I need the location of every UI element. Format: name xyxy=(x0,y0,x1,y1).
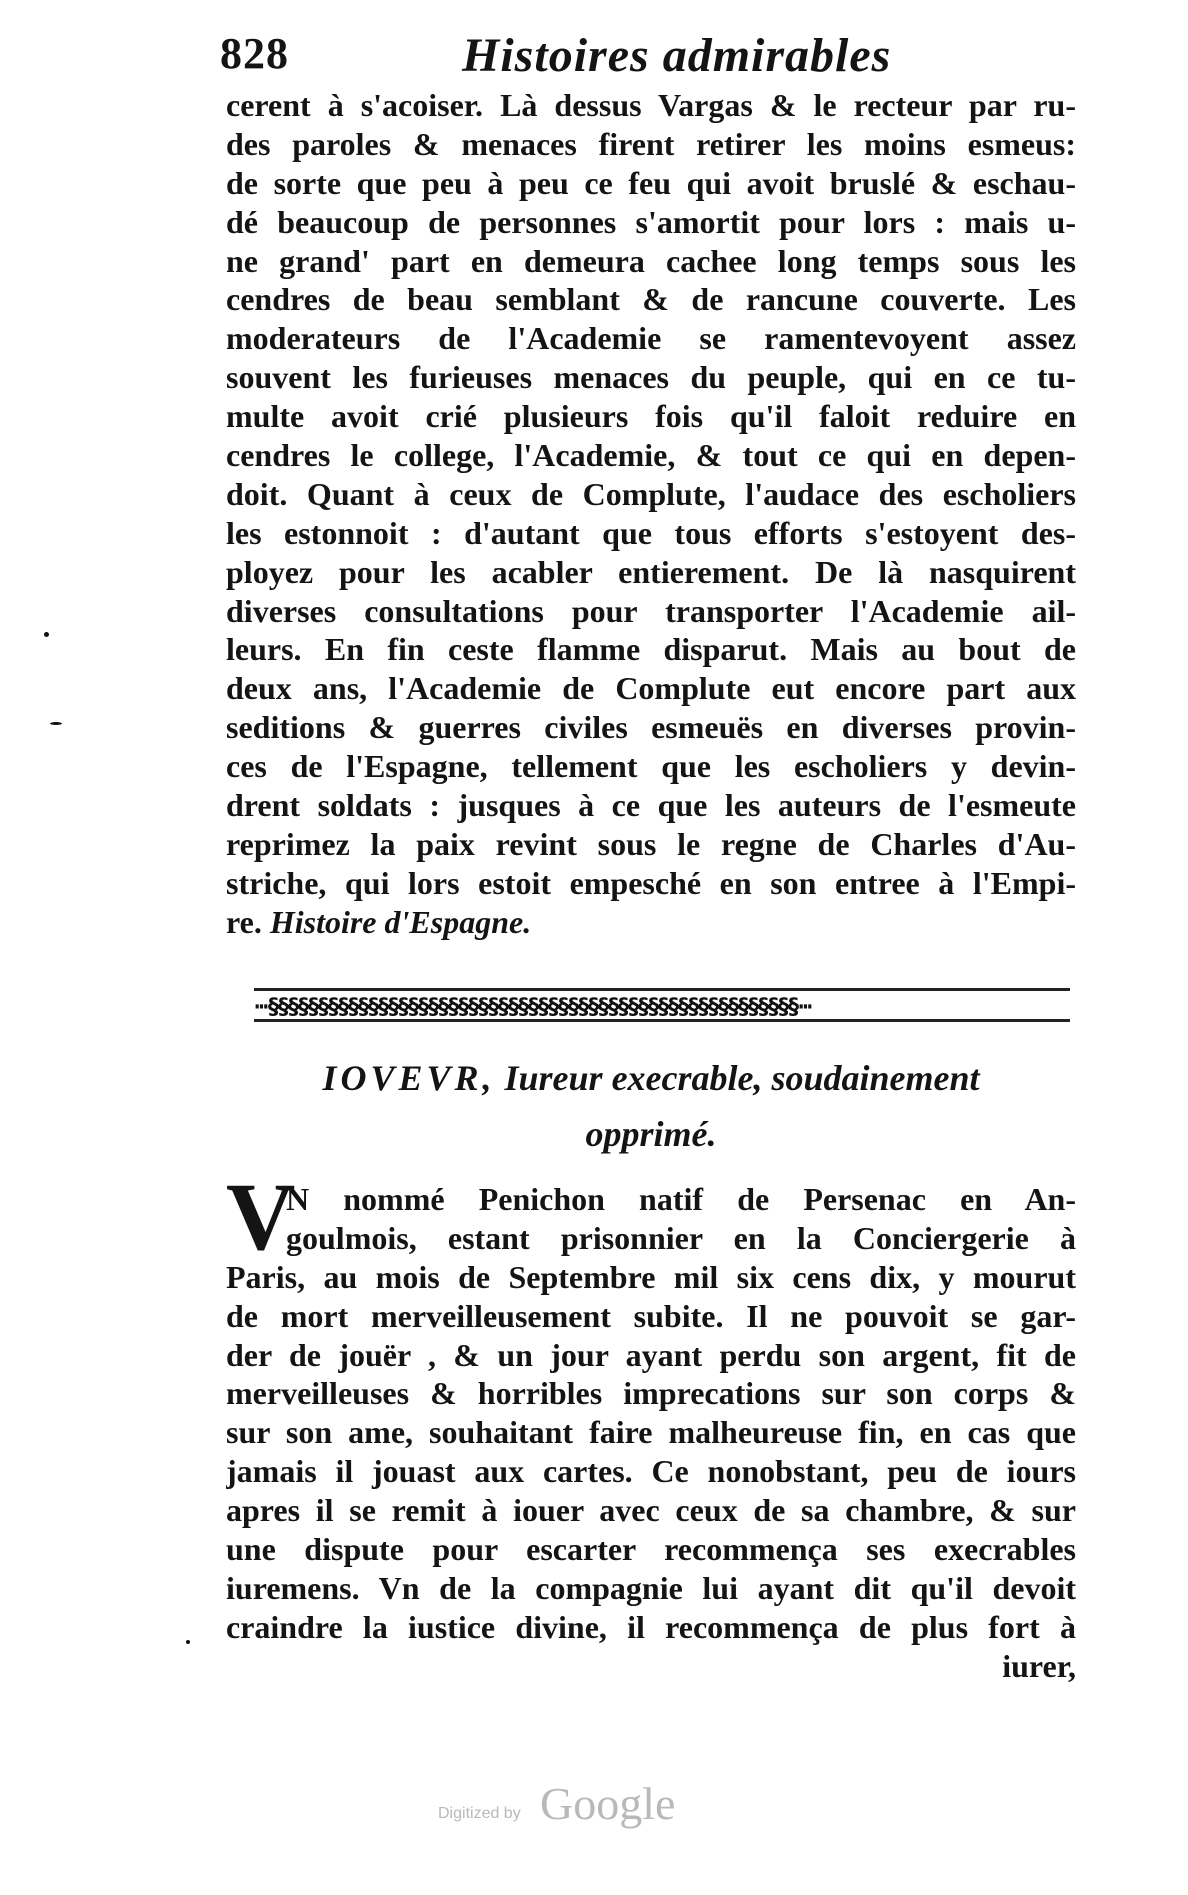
text-line: cerent à s'acoiser. Là dessus Vargas & le recteur par ru- xyxy=(226,87,1076,123)
text-line: de sorte que peu à peu ce feu qui avoit bruslé & eschau- xyxy=(226,164,1076,201)
page-header xyxy=(220,28,1080,88)
text-line: dé beaucoup de personnes s'amortit pour lors : mais u- xyxy=(226,203,1076,240)
text-line: apres il se remit à iouer avec ceux de sa chambre, & sur xyxy=(226,1492,1076,1529)
text-line: moderateurs de l'Academie se ramentevoyent assez xyxy=(226,320,1076,357)
text-line: craindre la iustice divine, il recommença de plus fort à xyxy=(226,1608,1076,1645)
text-line: souvent les furieuses menaces du peuple, qui en ce tu- xyxy=(226,359,1076,396)
heading-line2: opprimé. xyxy=(585,1114,717,1154)
text-line: goulmois, estant prisonnier en la Conciergerie à xyxy=(286,1219,1076,1256)
source-citation: Histoire d'Espagne. xyxy=(269,903,532,940)
text-line: multe avoit crié plusieurs fois qu'il faloit reduire en xyxy=(226,398,1076,435)
text-line: striche, qui lors estoit empesché en son entree à l'Empi- xyxy=(226,864,1076,901)
text-line: les estonnoit : d'autant que tous efforts s'estoyent des- xyxy=(226,514,1076,551)
ink-speck xyxy=(44,632,49,637)
text-line: cendres le college, l'Academie, & tout ce qui en depen- xyxy=(226,437,1076,474)
ink-speck xyxy=(186,1640,190,1644)
ornamental-divider: ⵈ§§§§§§§§§§§§§§§§§§§§§§§§§§§§§§§§§§§§§§§§§§§§§§§§§§§§§ⵈ xyxy=(254,988,1070,1022)
text-line: der de jouër , & un jour ayant perdu son argent, fit de xyxy=(226,1336,1076,1373)
text-line: diverses consultations pour transporter l'Academie ail- xyxy=(226,592,1076,629)
text-block-lower xyxy=(226,1180,1076,1686)
text-line: des paroles & menaces firent retirer les moins esmeus: xyxy=(226,125,1076,162)
text-line: de mort merveilleusement subite. Il ne pouvoit se gar- xyxy=(226,1297,1076,1334)
heading-line1: Iureur execrable, soudainement xyxy=(504,1058,980,1098)
text-line: sur son ame, souhaitant faire malheureuse fin, en cas que xyxy=(226,1414,1076,1451)
digitization-watermark xyxy=(430,1775,760,1835)
text-line: jamais il jouast aux cartes. Ce nonobstant, peu de iours xyxy=(226,1453,1076,1490)
text-line: une dispute pour escarter recommença ses execrables xyxy=(226,1531,1076,1568)
text-line: doit. Quant à ceux de Complute, l'audace des escholiers xyxy=(226,475,1076,512)
drop-cap: V xyxy=(226,1163,296,1270)
watermark-digitized-label: Digitized by xyxy=(438,1805,521,1822)
ink-speck xyxy=(50,722,62,725)
text-line: deux ans, l'Academie de Complute eut encore part aux xyxy=(226,670,1076,707)
text-line: Paris, au mois de Septembre mil six cens dix, y mourut xyxy=(226,1258,1076,1295)
heading-keyword: IOVEVR, xyxy=(322,1058,496,1098)
text-line: N nommé Penichon natif de Persenac en An- xyxy=(286,1181,1076,1217)
text-block-upper xyxy=(226,86,1076,942)
page-number: 828 xyxy=(220,29,289,78)
text-line: reprimez la paix revint sous le regne de Charles d'Au- xyxy=(226,825,1076,862)
text-line-last xyxy=(226,903,1076,942)
running-title: Histoires admirables xyxy=(462,29,892,82)
text-line: seditions & guerres civiles esmeuës en diverses provin- xyxy=(226,709,1076,746)
text-line: ne grand' part en demeura cachee long temps sous les xyxy=(226,242,1076,279)
text-line: iuremens. Vn de la compagnie lui ayant dit qu'il devoit xyxy=(226,1569,1076,1606)
text-line: ces de l'Espagne, tellement que les escholiers y devin- xyxy=(226,748,1076,785)
watermark-brand: Google xyxy=(540,1778,676,1829)
text-line: leurs. En fin ceste flamme disparut. Mais au bout de xyxy=(226,631,1076,668)
line-prefix: re. xyxy=(226,903,262,940)
text-line: merveilleuses & horribles imprecations sur son corps & xyxy=(226,1375,1076,1412)
text-line: ployez pour les acabler entierement. De là nasquirent xyxy=(226,553,1076,590)
catchword: iurer, xyxy=(1002,1647,1076,1684)
text-line: cendres de beau semblant & de rancune couverte. Les xyxy=(226,281,1076,318)
section-heading xyxy=(226,1050,1076,1162)
text-line: drent soldats : jusques à ce que les auteurs de l'esmeute xyxy=(226,787,1076,824)
